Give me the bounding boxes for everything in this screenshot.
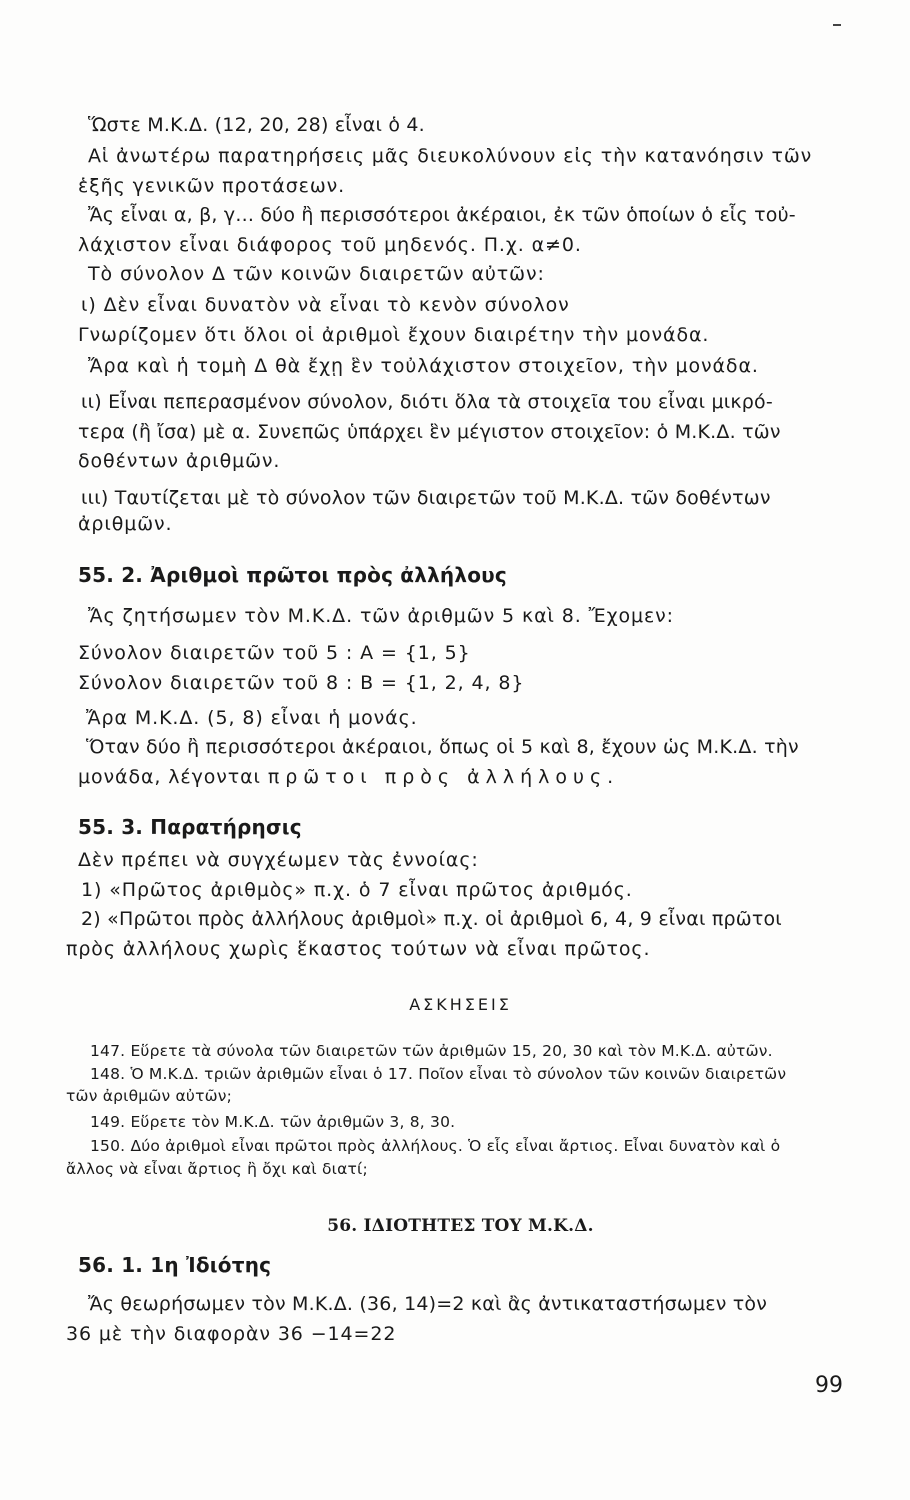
text-span: μονάδα, λέγονται	[78, 766, 268, 788]
text-line: λάχιστον εἶναι διάφορος τοῦ μηδενός. Π.χ. α≠0.	[78, 234, 582, 256]
exercise-148: 148. Ὁ Μ.Κ.Δ. τριῶν ἀριθμῶν εἶναι ὁ 17. Ποῖον εἶναι τὸ σύνολον τῶν κοινῶν διαιρετῶν	[90, 1065, 787, 1083]
page-number: 99	[815, 1373, 843, 1398]
text-line: Γνωρίζομεν ὅτι ὅλοι οἱ ἀριθμοὶ ἔχουν διαιρέτην τὴν μονάδα.	[78, 324, 710, 346]
text-line: Ὅταν δύο ἢ περισσότεροι ἀκέραιοι, ὅπως οἱ 5 καὶ 8, ἔχουν ὡς Μ.Κ.Δ. τὴν	[86, 736, 799, 758]
section-heading-55-3: 55. 3. Παρατήρησις	[78, 815, 302, 839]
text-line: Ὥστε Μ.Κ.Δ. (12, 20, 28) εἶναι ὁ 4.	[88, 114, 425, 136]
text-line: Ἄς ζητήσωμεν τὸν Μ.Κ.Δ. τῶν ἀριθμῶν 5 καὶ 8. Ἔχομεν:	[88, 605, 674, 627]
section-heading-55-2: 55. 2. Ἀριθμοὶ πρῶτοι πρὸς ἀλλήλους	[78, 563, 507, 587]
text-line: Ἄρα Μ.Κ.Δ. (5, 8) εἶναι ἡ μονάς.	[86, 707, 418, 729]
exercise-150-cont: ἄλλος νὰ εἶναι ἄρτιος ἢ ὄχι καὶ διατί;	[66, 1160, 368, 1178]
section-heading-56: 56. ΙΔΙΟΤΗΤΕΣ ΤΟΥ Μ.Κ.Δ.	[327, 1216, 594, 1236]
text-line: ιι) Εἶναι πεπερασμένον σύνολον, διότι ὅλα τὰ στοιχεῖα του εἶναι μικρό-	[81, 391, 773, 413]
text-line: 2) «Πρῶτοι πρὸς ἀλλήλους ἀριθμοὶ» π.χ. οἱ ἀριθμοὶ 6, 4, 9 εἶναι πρῶτοι	[81, 908, 782, 930]
text-line: Αἱ ἀνωτέρω παρατηρήσεις μᾶς διευκολύνουν εἰς τὴν κατανόησιν τῶν	[88, 145, 813, 167]
text-line: πρὸς ἀλλήλους χωρὶς ἕκαστος τούτων νὰ εἶναι πρῶτος.	[66, 938, 651, 960]
text-line: τερα (ἢ ἴσα) μὲ α. Συνεπῶς ὑπάρχει ἓν μέγιστον στοιχεῖον: ὁ Μ.Κ.Δ. τῶν	[78, 421, 781, 443]
emphasized-term: πρῶτοι πρὸς ἀλλήλους.	[267, 766, 620, 788]
text-line: Τὸ σύνολον Δ τῶν κοινῶν διαιρετῶν αὐτῶν:	[88, 263, 545, 285]
text-line: Δὲν πρέπει νὰ συγχέωμεν τὰς ἐννοίας:	[78, 849, 479, 871]
text-line: δοθέντων ἀριθμῶν.	[78, 450, 281, 472]
text-line: Σύνολον διαιρετῶν τοῦ 8 : B = {1, 2, 4, 8}	[78, 672, 525, 694]
text-line: Ἄρα καὶ ἡ τομὴ Δ θὰ ἔχῃ ἓν τοὐλάχιστον στοιχεῖον, τὴν μονάδα.	[88, 355, 759, 377]
exercise-149: 149. Εὕρετε τὸν Μ.Κ.Δ. τῶν ἀριθμῶν 3, 8, 30.	[90, 1113, 456, 1131]
text-line: ἑξῆς γενικῶν προτάσεων.	[78, 175, 346, 197]
text-line: Σύνολον διαιρετῶν τοῦ 5 : A = {1, 5}	[78, 642, 471, 664]
text-line: Ἄς εἶναι α, β, γ... δύο ἢ περισσότεροι ἀκέραιοι, ἐκ τῶν ὁποίων ὁ εἷς τοὐ-	[88, 204, 796, 226]
text-line: ιιι) Ταυτίζεται μὲ τὸ σύνολον τῶν διαιρετῶν τοῦ Μ.Κ.Δ. τῶν δοθέντων	[81, 487, 771, 509]
section-heading-56-1: 56. 1. 1η Ἰδιότης	[78, 1253, 272, 1277]
exercise-148-cont: τῶν ἀριθμῶν αὐτῶν;	[66, 1087, 233, 1105]
text-line: ι) Δὲν εἶναι δυνατὸν νὰ εἶναι τὸ κενὸν σύνολον	[81, 294, 570, 316]
text-line: Ἄς θεωρήσωμεν τὸν Μ.Κ.Δ. (36, 14)=2 καὶ ἂς ἀντικαταστήσωμεν τὸν	[88, 1293, 768, 1315]
text-line: ἀριθμῶν.	[78, 513, 173, 535]
text-line	[78, 765, 619, 789]
text-line: 1) «Πρῶτος ἀριθμὸς» π.χ. ὁ 7 εἶναι πρῶτος ἀριθμός.	[81, 879, 633, 901]
page-mark	[833, 24, 841, 26]
exercise-150: 150. Δύο ἀριθμοὶ εἶναι πρῶτοι πρὸς ἀλλήλους. Ὁ εἷς εἶναι ἄρτιος. Εἶναι δυνατὸν καὶ ὁ	[90, 1137, 781, 1155]
exercise-147: 147. Εὕρετε τὰ σύνολα τῶν διαιρετῶν τῶν ἀριθμῶν 15, 20, 30 καὶ τὸν Μ.Κ.Δ. αὐτῶν.	[90, 1042, 773, 1060]
exercises-title: ΑΣΚΗΣΕΙΣ	[409, 995, 512, 1014]
text-line: 36 μὲ τὴν διαφορὰν 36 −14=22	[66, 1323, 397, 1345]
